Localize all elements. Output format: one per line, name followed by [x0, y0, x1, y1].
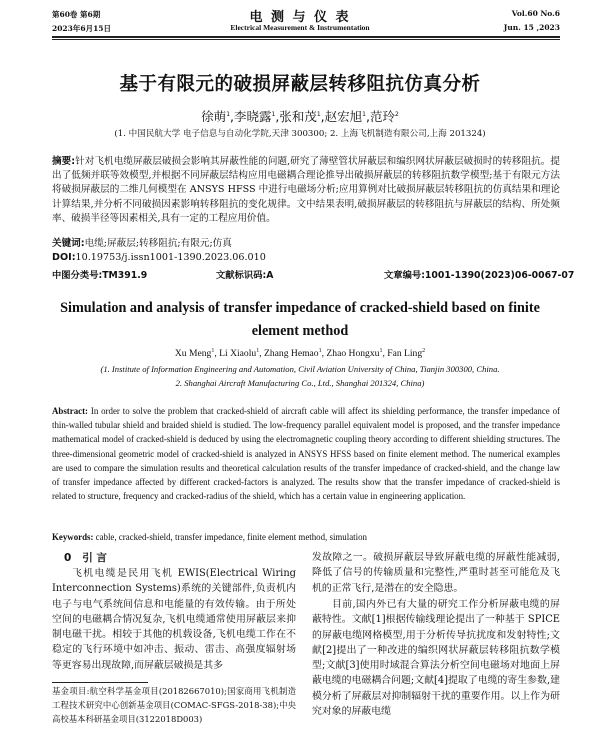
keywords-cn: 关键词:电缆;屏蔽层;转移阻抗;有限元;仿真: [52, 238, 232, 249]
clc-number: 中图分类号:TM391.9: [52, 270, 148, 281]
abstract-cn-text: 针对飞机电缆屏蔽层破损会影响其屏蔽性能的问题,研究了薄壁管状屏蔽层和编织网状屏蔽层破损时的转移阻抗。提出了低频并联等效模型,并根据不同屏蔽层结构应用电磁耦合理论推导出破损屏蔽层的转移阻抗数学模型;基于有限元方法将破损屏蔽层的二维几何模型在 ANSYS HFSS 中进行电磁场分析;应用算例对比破损屏蔽层转移阻抗的仿真结果和理论计算结果,并分析不同破损因素影响转移阻抗的变化规律。文中结果表明,破损屏蔽层的转移阻抗与屏蔽层的结构、所处频率、破损半径等因素相关,具有一定的工程应用价值。: [52, 156, 560, 224]
journal-date-cn: 2023年6月15日: [52, 24, 112, 33]
intro-right-paragraph-1: 发故障之一。破损屏蔽层导致屏蔽电缆的屏蔽性能减弱,降低了信号的传输质量和完整性,严重时甚至可能危及飞机的正常飞行,是潜在的安全隐患。: [312, 552, 560, 594]
author-en: Xu Meng$^1$: [174, 347, 215, 359]
doi: DOI:10.19753/j.issn1001-1390.2023.06.010: [52, 252, 266, 263]
author-en: Zhao Hongxu$^1$: [326, 347, 383, 359]
journal-volume-en: Vol.60 No.6: [511, 9, 560, 18]
intro-left-paragraph: 飞机电缆是民用飞机 EWIS(Electrical Wiring Interconnection Systems)系统的关键部件,负责机内电子与电气系统间信息和电能量的有效传输。由于所处空间的电磁耦合情况复杂,飞机电缆通常使用屏蔽层来抑制电磁干扰。相较于其他的机载设备,飞机电缆工作在不稳定的飞行环境中如冲击、振动、雷击、高强度辐射场等更容易出现故障,而屏蔽层破损是其多: [52, 568, 296, 671]
affiliation-en-1: (1. Institute of Information Engineering and Automation, Civil Aviation University of China, Tianjin 300300, China.: [100, 364, 500, 374]
journal-name-cn: 电 测 与 仪 表: [249, 10, 351, 25]
footnote-rule: [52, 682, 148, 683]
funding-footnote: 基金项目:航空科学基金项目(20182667010);国家商用飞机制造工程技术研究中心创新基金项目(COMAC-SFGS-2018-38);中央高校基本科研基金项目(3122018D003): [52, 686, 296, 724]
abstract-en-label: Abstract:: [52, 406, 88, 416]
abstract-cn-label: 摘要:: [52, 156, 76, 167]
author-cn: 李晓露$^1$: [234, 109, 276, 124]
intro-right-paragraph-2: 目前,国内外已有大量的研究工作分析屏蔽电缆的屏蔽特性。文献[1]根据传输线理论提出了一种基于 SPICE 的屏蔽电缆网格模型,用于分析传导抗扰度和发射特性;文献[2]提出了一种改进的编织网状屏蔽层转移阻抗数学模型;文献[3]使用时域混合算法分析空间电磁场对地面上屏蔽电缆的电磁耦合问题;文献[4]提取了电缆的寄生参数,建模分析了屏蔽层对抑制辐射干扰的重要作用。以上作为研究对象的屏蔽电缆: [312, 599, 560, 718]
journal-date-en: Jun. 15 ,2023: [503, 23, 560, 32]
paper-title-cn: 基于有限元的破损屏蔽层转移阻抗仿真分析: [119, 74, 481, 95]
section-heading: 0 引 言: [64, 552, 107, 564]
journal-name-en: Electrical Measurement & Instrumentation: [230, 23, 370, 32]
paper-title-en: Simulation and analysis of transfer impedance of cracked-shield based on finite element method: [60, 300, 540, 339]
author-en: Fan Ling$^2$: [387, 347, 426, 359]
author-cn: 赵宏旭$^1$: [324, 109, 366, 124]
abstract-cn: [52, 155, 560, 226]
header-rule-thin: [52, 39, 560, 40]
author-en: Zhang Hemao$^1$: [263, 347, 322, 359]
abstract-en: [52, 404, 560, 503]
header-rule-thick: [52, 36, 560, 38]
authors-cn: 徐萌$^1$,李晓露$^1$,张和茂$^1$,赵宏旭$^1$,范玲$^2$: [201, 109, 399, 124]
authors-en: Xu Meng$^1$, Li Xiaolu$^1$, Zhang Hemao$^1$, Zhao Hongxu$^1$, Fan Ling$^2$: [174, 347, 426, 359]
article-number: 文章编号:1001-1390(2023)06-0067-07: [384, 270, 575, 281]
author-en: Li Xiaolu$^1$: [219, 347, 260, 359]
journal-volume-cn: 第60卷 第6期: [52, 10, 101, 19]
abstract-en-text: In order to solve the problem that cracked-shield of aircraft cable will affect its shielding performance, the transfer impedance of thin-walled tubular shield and braided shield is studied. The low-frequency parallel equivalent model is proposed, and the transfer impedance mathematical model of cracked-shield is deduced by using the electromagnetic coupling theory according to different shielding structures. The three-dimensional geometric model of cracked-shield is analyzed in ANSYS HFSS based on finite element method. The numerical examples are used to compare the simulation results and theoretical calculation results of the transfer impedance of cracked-shield, and the change law of transfer impedance affected by different cracked-factors is analyzed. The results show that the transfer impedance of cracked-shield is related to structure, frequency and cracked-radius of the shield, which has a certain value in engineering application.: [52, 406, 560, 502]
document-code: 文献标识码:A: [216, 270, 274, 281]
author-cn: 张和茂$^1$: [279, 109, 321, 124]
affiliation-cn: (1. 中国民航大学 电子信息与自动化学院,天津 300300; 2. 上海飞机制造有限公司,上海 201324): [114, 129, 486, 139]
affiliation-en-2: 2. Shanghai Aircraft Manufacturing Co., Ltd., Shanghai 201324, China): [175, 378, 425, 388]
author-cn: 范玲$^2$: [369, 109, 399, 124]
keywords-en: Keywords: cable, cracked-shield, transfer impedance, finite element method, simulation: [52, 532, 367, 542]
author-cn: 徐萌$^1$: [201, 109, 231, 124]
